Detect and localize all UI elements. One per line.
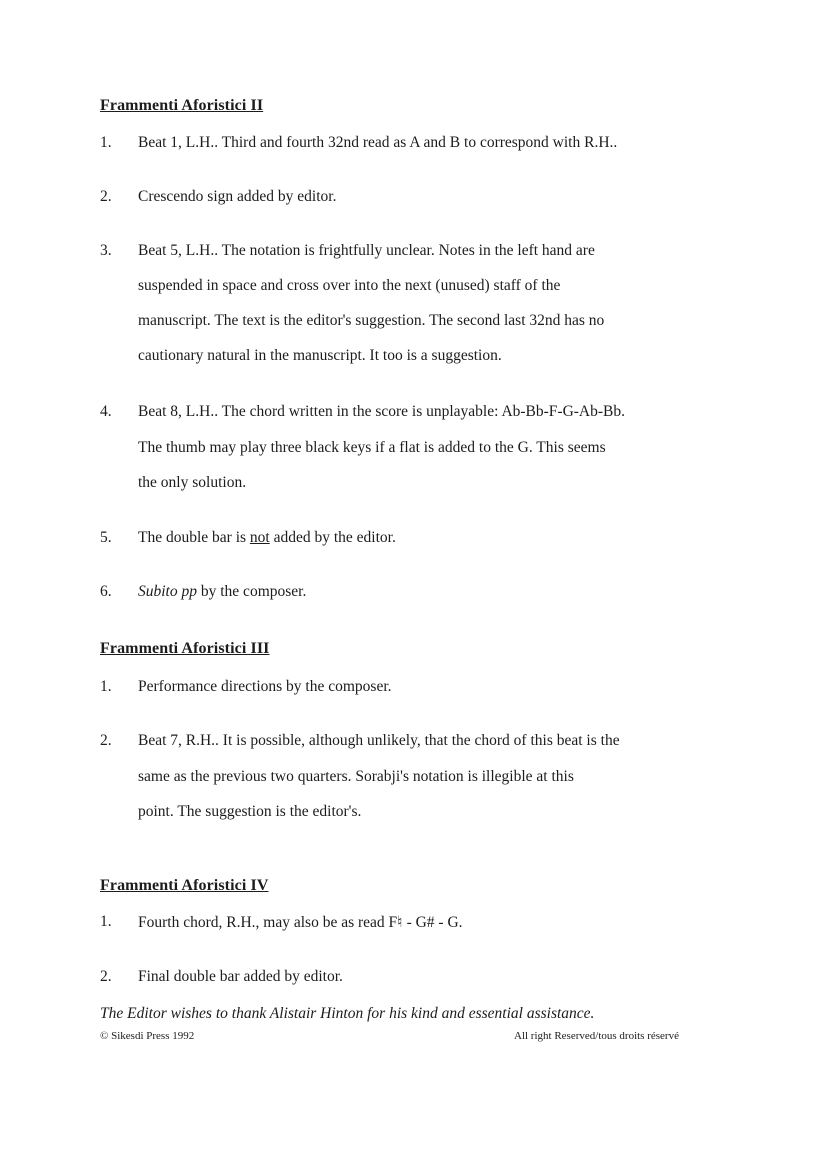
note-line <box>138 583 306 601</box>
note-line: cautionary natural in the manuscript. It too is a suggestion. <box>138 347 502 364</box>
note-number: 2. <box>100 968 112 985</box>
note-number: 1. <box>100 134 112 151</box>
note-line: Beat 1, L.H.. Third and fourth 32nd read as A and B to correspond with R.H.. <box>138 134 618 151</box>
note-text: by the composer. <box>197 583 307 600</box>
note-number: 1. <box>100 678 112 695</box>
acknowledgement: The Editor wishes to thank Alistair Hinton for his kind and essential assistance. <box>100 1005 595 1022</box>
note-number: 5. <box>100 529 112 546</box>
italic-term: Subito pp <box>138 583 197 600</box>
copyright-notice: © Sikesdi Press 1992 <box>100 1030 195 1042</box>
note-line: Crescendo sign added by editor. <box>138 188 337 205</box>
note-number: 2. <box>100 732 112 749</box>
note-line: point. The suggestion is the editor's. <box>138 803 362 820</box>
note-line: Final double bar added by editor. <box>138 968 343 985</box>
note-number: 2. <box>100 188 112 205</box>
note-line: Beat 7, R.H.. It is possible, although unlikely, that the chord of this beat is the <box>138 732 620 749</box>
emphasized-word: not <box>249 529 270 546</box>
note-text: added by the editor. <box>269 529 396 546</box>
note-line: same as the previous two quarters. Sorabji's notation is illegible at this <box>138 768 574 785</box>
note-line: Beat 8, L.H.. The chord written in the score is unplayable: Ab-Bb-F-G-Ab-Bb. <box>138 403 626 420</box>
note-number: 1. <box>100 913 112 930</box>
note-text: The double bar is <box>138 529 250 546</box>
rights-notice: All right Reserved/tous droits réservé <box>514 1030 679 1042</box>
note-line: manuscript. The text is the editor's suggestion. The second last 32nd has no <box>138 312 605 329</box>
section-title: Frammenti Aforistici II <box>100 97 264 114</box>
note-line <box>138 529 396 547</box>
note-line: Performance directions by the composer. <box>138 678 392 695</box>
note-line: suspended in space and cross over into the next (unused) staff of the <box>138 277 561 294</box>
note-number: 3. <box>100 242 112 259</box>
note-line: The thumb may play three black keys if a flat is added to the G. This seems <box>138 439 606 456</box>
note-line: Beat 5, L.H.. The notation is frightfully unclear. Notes in the left hand are <box>138 242 595 259</box>
section-title: Frammenti Aforistici IV <box>100 877 269 894</box>
note-line: Fourth chord, R.H., may also be as read F♮ - G# - G. <box>138 914 463 931</box>
note-number: 6. <box>100 583 112 600</box>
section-title: Frammenti Aforistici III <box>100 640 270 657</box>
note-number: 4. <box>100 403 112 420</box>
note-line: the only solution. <box>138 474 247 491</box>
